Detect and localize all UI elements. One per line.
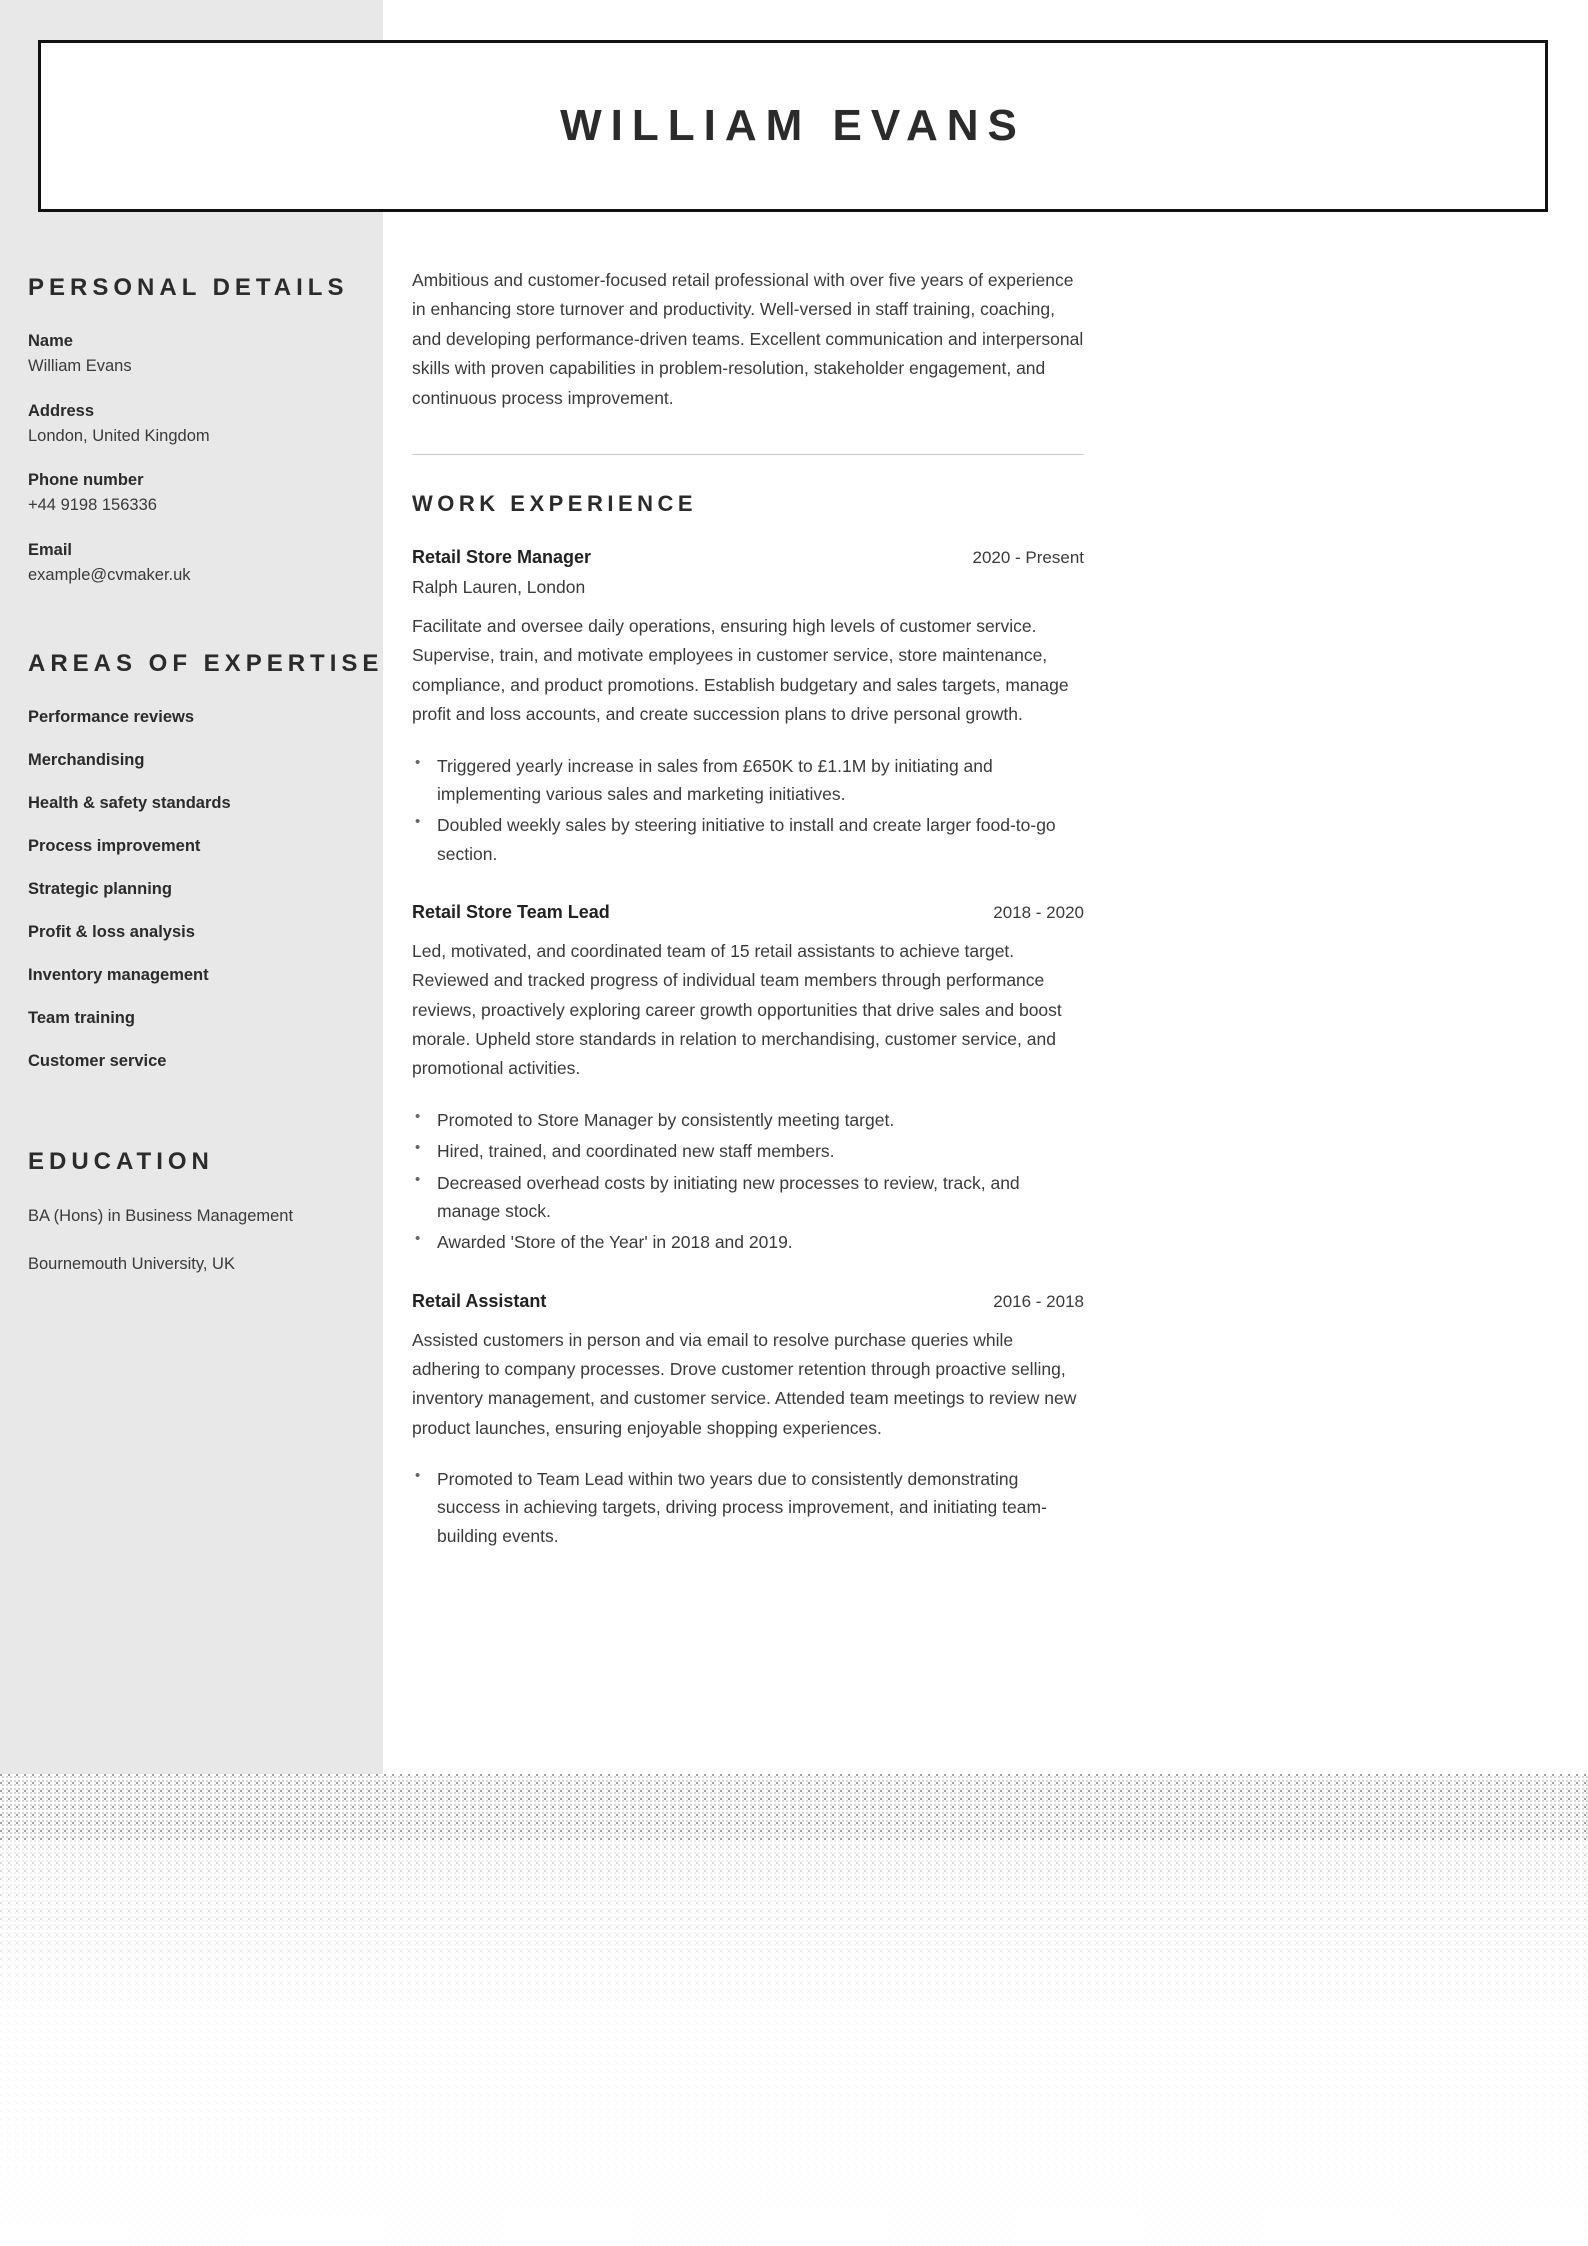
job-title: Retail Store Team Lead — [412, 901, 610, 922]
section-heading-areas-of-expertise: AREAS OF EXPERTISE — [28, 649, 384, 677]
job-header — [412, 902, 1084, 923]
expertise-item: Team training — [28, 1009, 135, 1028]
job-dates: 2018 - 2020 — [993, 902, 1084, 922]
expertise-item: Process improvement — [28, 836, 201, 855]
section-heading-personal-details: PERSONAL DETAILS — [28, 274, 349, 301]
job-title: Retail Store Manager — [412, 546, 592, 567]
expertise-item: Profit & loss analysis — [28, 923, 195, 942]
job-description: Facilitate and oversee daily operations, ensuring high levels of customer service. Supervise, train, and motivate employees in customer service, store maintenance, compliance, and product promotions. Establish budgetary and sales targets, manage profit and loss accounts, and create succession plans to drive personal growth. — [412, 615, 1069, 725]
job-dates: 2020 - Present — [972, 547, 1084, 567]
expertise-item: Health & safety standards — [28, 793, 231, 812]
expertise-item: Merchandising — [28, 750, 145, 769]
education-institution: Bournemouth University, UK — [28, 1255, 235, 1274]
job-bullet: • Promoted to Store Manager by consistently meeting target. — [412, 1106, 1084, 1134]
job-description: Led, motivated, and coordinated team of 15 retail assistants to achieve target. Reviewed and tracked progress of individual team members through performance reviews, proactively exploring career growth opportunities that drive sales and boost morale. Upheld store standards in relation to merchandising, customer service, and promotional activities. — [412, 940, 1062, 1079]
expertise-item: Customer service — [28, 1052, 167, 1071]
field-label: Email — [28, 541, 73, 560]
job-description: Assisted customers in person and via email to resolve purchase queries while adhering to company processes. Drove customer retention through proactive selling, inventory management, and customer service. Attended team meetings to review new product launches, ensuring enjoyable shopping experiences. — [412, 1329, 1077, 1438]
job-bullet: • Triggered yearly increase in sales from £650K to £1.1M by initiating and implementing various sales and marketing initiatives. — [412, 752, 1084, 809]
field-value: +44 9198 156336 — [28, 496, 157, 515]
personal-detail-address — [28, 400, 347, 449]
resume-header — [38, 40, 1548, 212]
expertise-item: Performance reviews — [28, 707, 195, 726]
personal-detail-email — [28, 539, 347, 588]
job-bullet: • Promoted to Team Lead within two years due to consistently demonstrating success in achieving targets, driving process improvement, and initiating team-building events. — [412, 1465, 1084, 1550]
personal-detail-name — [28, 330, 347, 379]
job-bullet: • Awarded 'Store of the Year' in 2018 and 2019. — [412, 1228, 1084, 1256]
job-header — [412, 1291, 1084, 1312]
work-experience-entry — [412, 902, 1084, 1257]
expertise-item: Inventory management — [28, 966, 209, 985]
main-content — [412, 212, 1502, 1584]
work-experience-entry — [412, 547, 1084, 868]
field-value: William Evans — [28, 356, 132, 375]
field-value: London, United Kingdom — [28, 426, 210, 445]
expertise-item: Strategic planning — [28, 880, 172, 899]
job-header — [412, 547, 1084, 568]
professional-summary: Ambitious and customer-focused retail professional with over five years of experience in enhancing store turnover and productivity. Well-versed in staff training, coaching, and developing performance-driven teams. Excellent communication and interpersonal skills with proven capabilities in problem-resolution, stakeholder engagement, and continuous process improvement. — [412, 270, 1084, 408]
field-label: Address — [28, 401, 95, 420]
job-bullet: • Hired, trained, and coordinated new staff members. — [412, 1137, 1084, 1165]
personal-detail-phone — [28, 469, 347, 518]
job-bullet: • Decreased overhead costs by initiating new processes to review, track, and manage stock. — [412, 1169, 1084, 1226]
field-label: Name — [28, 332, 73, 350]
job-achievements — [412, 752, 1084, 868]
job-company: Ralph Lauren, London — [412, 576, 586, 597]
work-experience-entry — [412, 1291, 1084, 1551]
field-label: Phone number — [28, 471, 144, 490]
job-achievements — [412, 1465, 1084, 1550]
section-heading-education: EDUCATION — [28, 1147, 214, 1175]
page-title: WILLIAM EVANS — [560, 101, 1026, 150]
section-heading-work-experience: WORK EXPERIENCE — [412, 490, 698, 516]
job-achievements — [412, 1106, 1084, 1257]
field-value: example@cvmaker.uk — [28, 565, 191, 584]
education-degree: BA (Hons) in Business Management — [28, 1206, 294, 1225]
job-dates: 2016 - 2018 — [993, 1291, 1084, 1311]
job-bullet: • Doubled weekly sales by steering initiative to install and create larger food-to-go section. — [412, 811, 1084, 868]
sidebar — [0, 212, 383, 1301]
section-divider — [412, 454, 1084, 455]
job-title: Retail Assistant — [412, 1290, 547, 1311]
